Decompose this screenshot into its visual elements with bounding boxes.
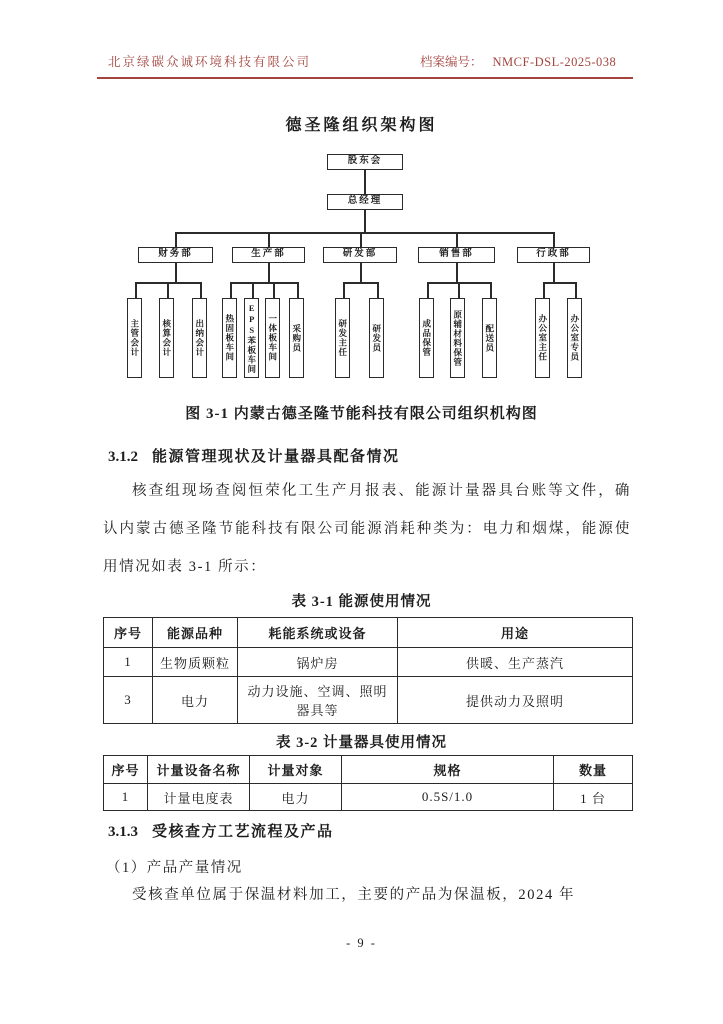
role-box: 热固板车间 bbox=[222, 298, 237, 378]
connector-line bbox=[273, 282, 275, 298]
table2-title: 表 3-2 计量器具使用情况 bbox=[275, 735, 448, 751]
connector-line bbox=[343, 282, 377, 284]
role-box: 原辅材料保管 bbox=[450, 298, 465, 378]
connector-line bbox=[364, 170, 366, 194]
connector-line bbox=[343, 282, 345, 298]
connector-line bbox=[360, 263, 362, 282]
role-box: 办公室专员 bbox=[567, 298, 582, 378]
connector-line bbox=[553, 232, 555, 247]
header-rule bbox=[97, 77, 633, 79]
table-cell: 生物质颗粒 bbox=[153, 648, 238, 677]
connector-line bbox=[456, 263, 458, 282]
table-cell: 1 bbox=[104, 648, 153, 677]
figure-caption: 图 3-1 内蒙古德圣隆节能科技有限公司组织机构图 bbox=[185, 406, 538, 422]
connector-line bbox=[252, 282, 254, 298]
section-heading-312 bbox=[108, 445, 400, 466]
table-header-cell: 序号 bbox=[104, 756, 148, 784]
table-cell: 提供动力及照明 bbox=[398, 677, 633, 724]
connector-line bbox=[268, 263, 270, 282]
table-header-row bbox=[104, 618, 633, 648]
sub-item-product-output: （1）产品产量情况 bbox=[106, 860, 243, 876]
role-box: 出纳会计 bbox=[192, 298, 207, 378]
dept-box-production: 生产部 bbox=[232, 247, 305, 263]
connector-line bbox=[553, 263, 555, 282]
table-cell: 计量电度表 bbox=[148, 784, 250, 811]
energy-usage-table bbox=[103, 617, 633, 724]
connector-line bbox=[490, 282, 492, 298]
role-box: 主管会计 bbox=[127, 298, 142, 378]
dept-box-admin: 行政部 bbox=[517, 247, 590, 263]
connector-line bbox=[135, 282, 137, 298]
paragraph-product-info: 受核查单位属于保温材料加工，主要的产品为保温板，2024 年 bbox=[132, 887, 576, 903]
table-header-cell: 用途 bbox=[398, 618, 633, 648]
archive-number: NMCF-DSL-2025-038 bbox=[492, 55, 617, 69]
org-node-general-manager: 总经理 bbox=[327, 194, 403, 210]
role-box: 采购员 bbox=[289, 298, 304, 378]
connector-line bbox=[230, 282, 232, 298]
connector-line bbox=[200, 282, 202, 298]
connector-line bbox=[377, 282, 379, 298]
role-box: 成品保管 bbox=[419, 298, 434, 378]
table-header-cell: 计量设备名称 bbox=[148, 756, 250, 784]
dept-box-rnd: 研发部 bbox=[323, 247, 397, 263]
section-number: 3.1.2 bbox=[108, 449, 138, 465]
connector-line bbox=[167, 282, 169, 298]
role-box: EPS苯板车间 bbox=[244, 298, 259, 378]
connector-line bbox=[543, 282, 545, 298]
connector-line bbox=[175, 232, 554, 234]
page-number: - 9 - bbox=[346, 936, 377, 950]
archive-label: 档案编号： bbox=[420, 55, 483, 69]
connector-line bbox=[175, 263, 177, 282]
table-cell: 动力设施、空调、照明器具等 bbox=[238, 677, 398, 724]
paragraph-energy-overview: 核查组现场查阅恒荣化工生产月报表、能源计量器具台账等文件，确认内蒙古德圣隆节能科技有限公司能源消耗种类为：电力和烟煤，能源使用情况如表 3-1 所示： bbox=[103, 483, 631, 575]
section-title: 能源管理现状及计量器具配备情况 bbox=[152, 449, 400, 465]
connector-line bbox=[575, 282, 577, 298]
table-header-cell: 序号 bbox=[104, 618, 153, 648]
table-header-cell: 计量对象 bbox=[250, 756, 342, 784]
role-box: 一体板车间 bbox=[265, 298, 280, 378]
metering-devices-table bbox=[103, 755, 633, 811]
role-box: 研发主任 bbox=[335, 298, 350, 378]
header-archive bbox=[420, 52, 616, 70]
connector-line bbox=[268, 232, 270, 247]
org-node-shareholders: 股东会 bbox=[327, 154, 403, 170]
org-chart bbox=[95, 150, 635, 385]
table-cell: 供暖、生产蒸汽 bbox=[398, 648, 633, 677]
connector-line bbox=[458, 282, 460, 298]
role-box: 研发员 bbox=[369, 298, 384, 378]
table-header-row bbox=[104, 756, 633, 784]
connector-line bbox=[360, 232, 362, 247]
dept-box-finance: 财务部 bbox=[138, 247, 213, 263]
dept-box-sales: 销售部 bbox=[418, 247, 495, 263]
table1-title: 表 3-1 能源使用情况 bbox=[291, 594, 432, 610]
table-cell: 1 台 bbox=[554, 784, 633, 811]
table-cell: 1 bbox=[104, 784, 148, 811]
section-title: 受核查方工艺流程及产品 bbox=[152, 824, 334, 840]
connector-line bbox=[543, 282, 575, 284]
table-row bbox=[104, 648, 633, 677]
table-row bbox=[104, 784, 633, 811]
section-heading-313 bbox=[108, 820, 334, 841]
connector-line bbox=[427, 282, 429, 298]
table-header-cell: 耗能系统或设备 bbox=[238, 618, 398, 648]
org-chart-title: 德圣隆组织架构图 bbox=[285, 117, 438, 134]
header-company-name: 北京绿碳众诚环境科技有限公司 bbox=[108, 55, 312, 69]
connector-line bbox=[230, 282, 297, 284]
connector-line bbox=[456, 232, 458, 247]
table-cell: 锅炉房 bbox=[238, 648, 398, 677]
connector-line bbox=[297, 282, 299, 298]
table-cell: 3 bbox=[104, 677, 153, 724]
table-cell: 电力 bbox=[153, 677, 238, 724]
table-header-cell: 能源品种 bbox=[153, 618, 238, 648]
connector-line bbox=[175, 232, 177, 247]
role-box: 配送员 bbox=[482, 298, 497, 378]
role-box: 核算会计 bbox=[159, 298, 174, 378]
table-header-cell: 数量 bbox=[554, 756, 633, 784]
connector-line bbox=[364, 210, 366, 232]
table-cell: 电力 bbox=[250, 784, 342, 811]
table-cell: 0.5S/1.0 bbox=[342, 784, 554, 811]
section-number: 3.1.3 bbox=[108, 824, 138, 840]
role-box: 办公室主任 bbox=[535, 298, 550, 378]
table-row bbox=[104, 677, 633, 724]
table-header-cell: 规格 bbox=[342, 756, 554, 784]
